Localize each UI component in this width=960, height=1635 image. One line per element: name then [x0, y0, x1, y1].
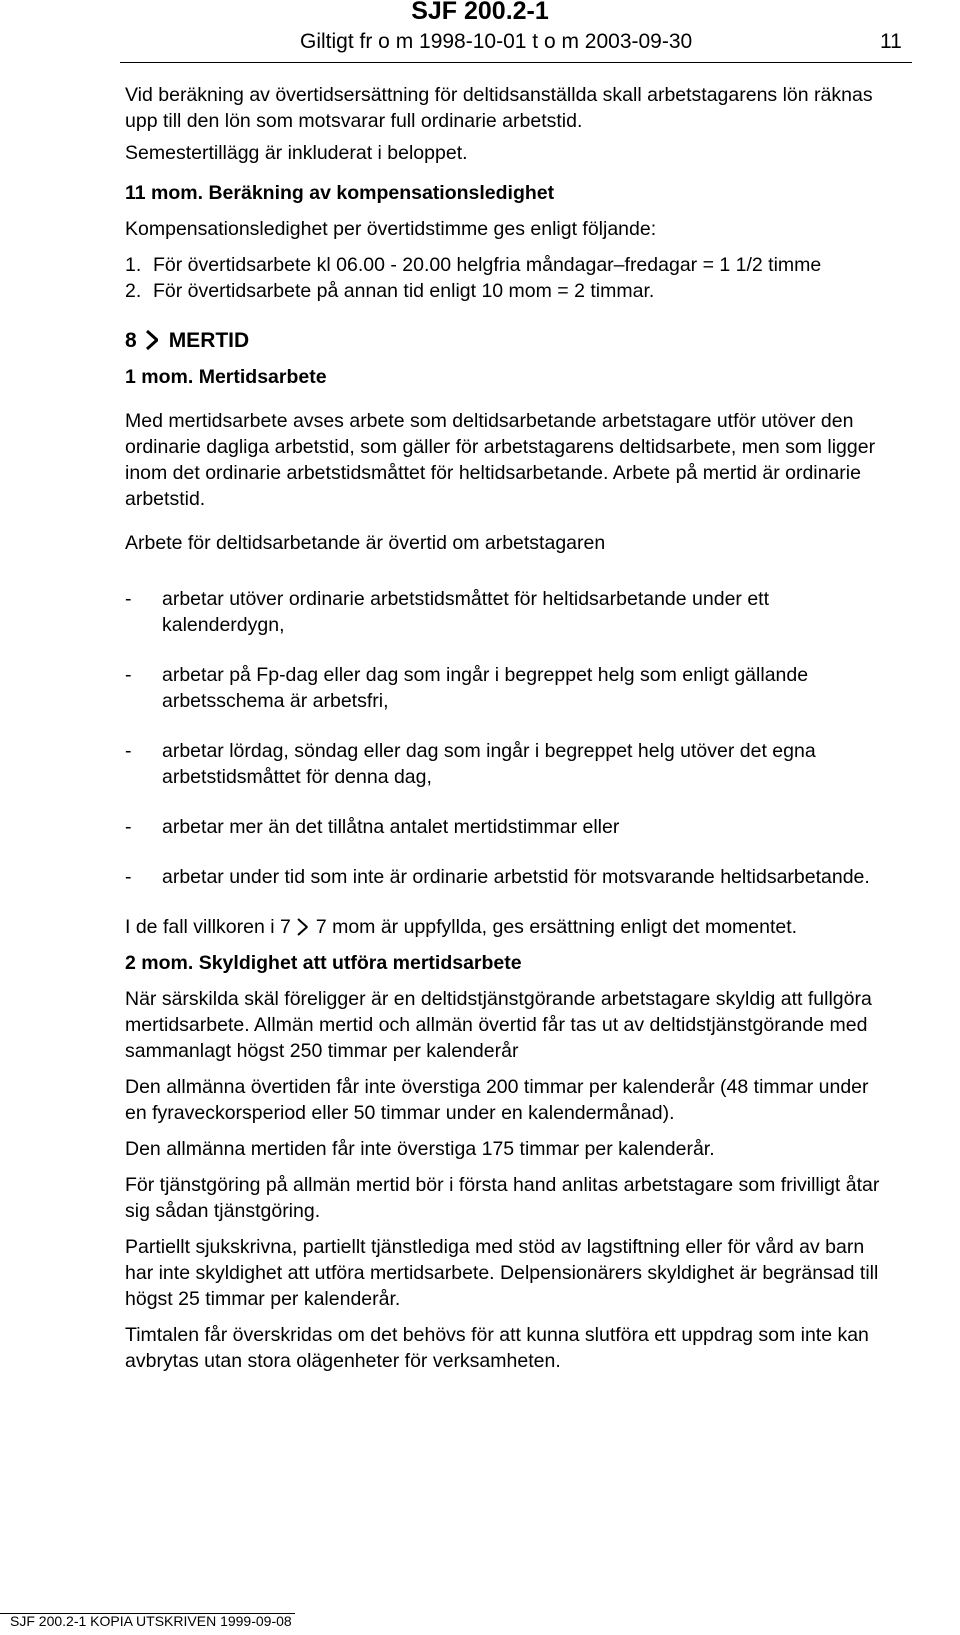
list-item	[125, 586, 895, 638]
list-item-text: arbetar utöver ordinarie arbetstidsmåttet för heltidsarbetande under ett kalenderdygn,	[162, 588, 770, 636]
document-code: SJF 200.2-1	[411, 0, 549, 25]
list-item-dash: -	[125, 740, 132, 762]
paragraph-general-overtime: Den allmänna övertiden får inte överstiga 200 timmar per kalenderår (48 timmar under en fyraveckorsperiod eller 50 timmar under en kalendermånad).	[125, 1076, 869, 1124]
list-item-text: arbetar under tid som inte är ordinarie arbetstid för motsvarande heltidsarbetande.	[162, 866, 870, 888]
list-item-text: arbetar mer än det tillåtna antalet mertidstimmar eller	[162, 816, 620, 838]
dash-list	[125, 586, 895, 890]
heading-2-mom-number: 2 mom.	[125, 952, 194, 974]
heading-2-mom-title: Skyldighet att utföra mertidsarbete	[198, 952, 522, 974]
list-item-text: arbetar på Fp-dag eller dag som ingår i begreppet helg som enligt gällande arbetsschema är arbetsfri,	[162, 664, 809, 712]
heading-1-mom-title: Mertidsarbete	[198, 366, 327, 388]
list-item-number: 1.	[125, 254, 142, 276]
header-divider	[120, 62, 912, 63]
list-item	[125, 662, 895, 714]
heading-11-mom	[125, 180, 895, 206]
paragraph-volunteers: För tjänstgöring på allmän mertid bör i första hand anlitas arbetstagare som frivilligt åtar sig sådan tjänstgöring.	[125, 1174, 880, 1222]
list-item	[125, 252, 895, 278]
paragraph-general-mertid: Den allmänna mertiden får inte överstiga 175 timmar per kalenderår.	[125, 1138, 715, 1160]
document-body	[125, 82, 895, 1374]
paragraph-overtime-conditions: Arbete för deltidsarbetande är övertid om arbetstagaren	[125, 532, 606, 554]
list-item	[125, 738, 895, 790]
list-item-number: 2.	[125, 280, 142, 302]
list-item-dash: -	[125, 588, 132, 610]
section-heading-mertid	[125, 328, 895, 354]
list-item	[125, 814, 895, 840]
page-number: 11	[880, 30, 902, 53]
numbered-list	[125, 252, 895, 304]
list-item-dash: -	[125, 816, 132, 838]
section-number: 8	[125, 329, 137, 352]
validity-period: Giltigt fr o m 1998-10-01 t o m 2003-09-30	[300, 30, 693, 53]
list-item	[125, 278, 895, 304]
paragraph-overtime-calculation: Vid beräkning av övertidsersättning för deltidsanställda skall arbetstagarens lön räknas upp till den lön som motsvarar full ordinarie arbetstid.	[125, 84, 873, 132]
paragraph-mertid-definition: Med mertidsarbete avses arbete som deltidsarbetande arbetstagare utför utöver den ordinarie dagliga arbetstid, som gäller för arbetstagarens deltidsarbete, men som ligger inom det ordinarie arbetstidsmåttet för heltidsarbetande. Arbete på mertid är ordinarie arbetstid.	[125, 410, 876, 510]
heading-1-mom	[125, 364, 895, 390]
list-item-dash: -	[125, 664, 132, 686]
reference-text-after: 7 mom är uppfyllda, ges ersättning enligt det momentet.	[315, 916, 798, 938]
heading-2-mom	[125, 950, 895, 976]
list-item-text: För övertidsarbete kl 06.00 - 20.00 helgfria måndagar–fredagar = 1 1/2 timme	[153, 254, 822, 276]
paragraph-sign-icon	[297, 917, 310, 937]
list-item-text: arbetar lördag, söndag eller dag som ingår i begreppet helg utöver det egna arbetstidsmåttet för denna dag,	[162, 740, 816, 788]
paragraph-vacation-supplement: Semestertillägg är inkluderat i beloppet.	[125, 142, 468, 164]
paragraph-obligation: När särskilda skäl föreligger är en deltidstjänstgörande arbetstagare skyldig att fullgöra mertidsarbete. Allmän mertid och allmän övertid får tas ut av deltidstjänstgörande med sammanlagt högst 250 timmar per kalenderår	[125, 988, 872, 1062]
section-title: MERTID	[168, 329, 250, 352]
paragraph-sign-icon	[145, 329, 161, 351]
footer-print-note: SJF 200.2-1 KOPIA UTSKRIVEN 1999-09-08	[10, 1613, 292, 1629]
reference-text-before: I de fall villkoren i 7	[125, 916, 291, 938]
list-item-text: För övertidsarbete på annan tid enligt 10 mom = 2 timmar.	[153, 280, 655, 302]
heading-11-mom-title: Beräkning av kompensationsledighet	[208, 182, 555, 204]
paragraph-conditions-reference	[125, 914, 895, 940]
heading-11-mom-number: 11 mom.	[125, 182, 204, 204]
paragraph-compensation-intro: Kompensationsledighet per övertidstimme ges enligt följande:	[125, 218, 657, 240]
heading-1-mom-number: 1 mom.	[125, 366, 194, 388]
list-item	[125, 864, 895, 890]
list-item-dash: -	[125, 866, 132, 888]
paragraph-exemptions: Partiellt sjukskrivna, partiellt tjänstlediga med stöd av lagstiftning eller för vård av barn har inte skyldighet att utföra mertidsarbete. Delpensionärers skyldighet är begränsad till högst 25 timmar per kalenderår.	[125, 1236, 879, 1310]
paragraph-exceeding-hours: Timtalen får överskridas om det behövs för att kunna slutföra ett uppdrag som inte kan avbrytas utan stora olägenheter för verksamheten.	[125, 1324, 869, 1372]
